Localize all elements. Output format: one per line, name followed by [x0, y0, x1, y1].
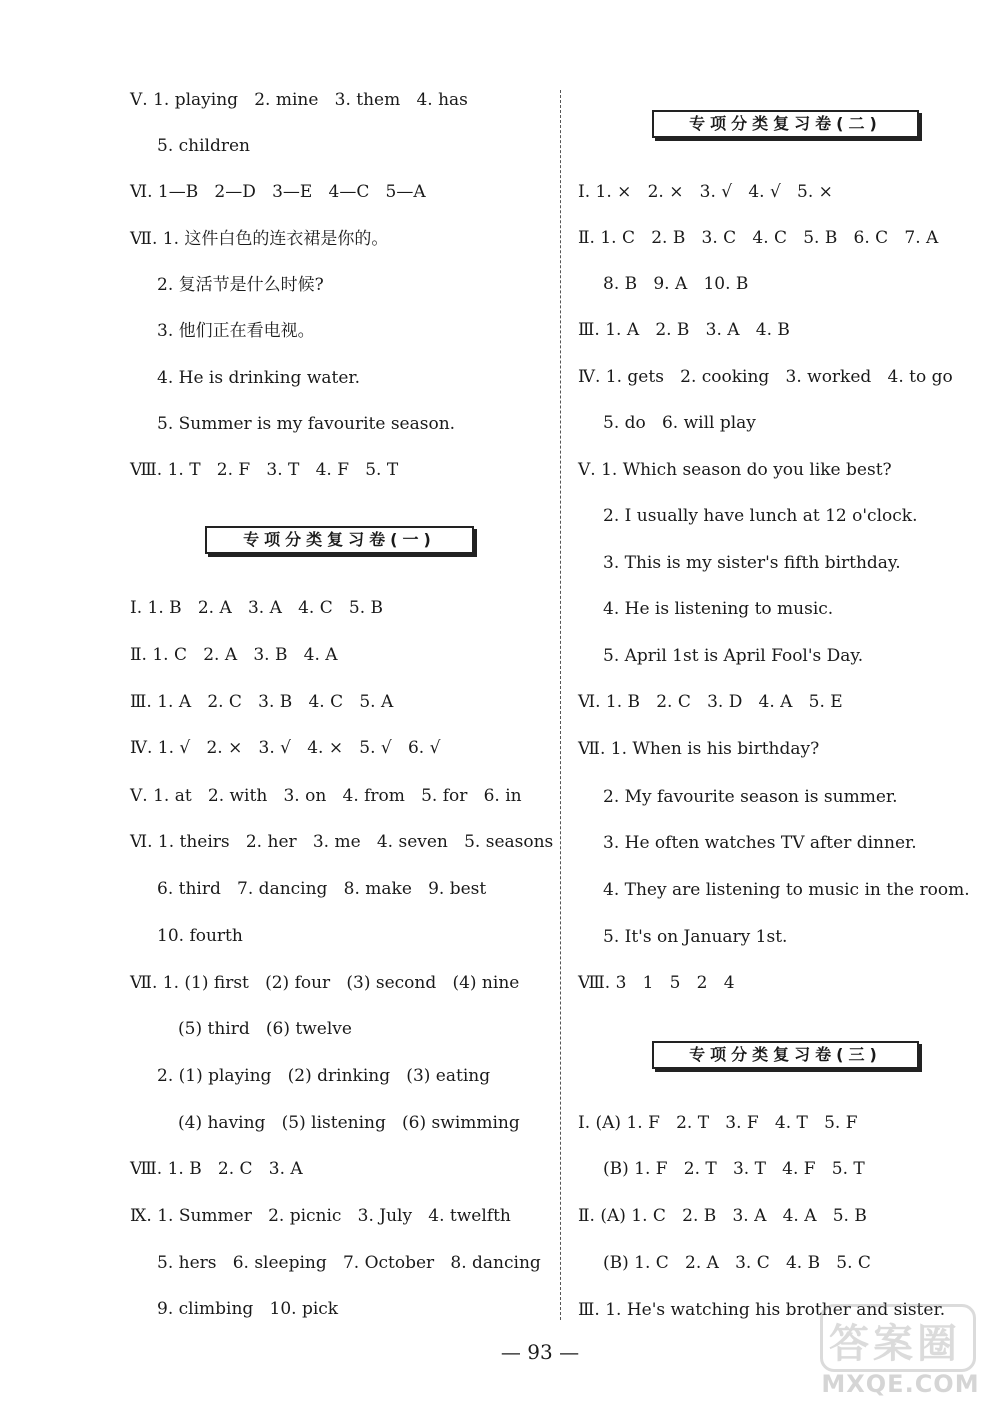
- answer-line: Ⅵ. 1—B 2—D 3—E 4—C 5—A: [130, 182, 426, 202]
- page-number: — 93 —: [500, 1340, 580, 1364]
- answer-line: 2. 复活节是什么时候?: [157, 275, 324, 295]
- answer-line: 5. do 6. will play: [603, 413, 756, 433]
- watermark-url-text: MXQE.COM: [821, 1370, 980, 1398]
- answer-line: Ⅷ. 1. T 2. F 3. T 4. F 5. T: [130, 460, 399, 480]
- answer-line: Ⅵ. 1. theirs 2. her 3. me 4. seven 5. seasons: [130, 832, 554, 852]
- watermark-cn-text: 答案圈: [829, 1320, 961, 1367]
- answer-line: 10. fourth: [157, 926, 243, 946]
- answer-line: Ⅷ. 3 1 5 2 4: [578, 973, 735, 993]
- answer-line: Ⅲ. 1. A 2. B 3. A 4. B: [578, 320, 790, 340]
- answer-line: Ⅷ. 1. B 2. C 3. A: [130, 1159, 303, 1179]
- answer-line: 5. children: [157, 136, 250, 156]
- answer-line: 3. 他们正在看电视。: [157, 321, 315, 341]
- answer-line: 5. April 1st is April Fool's Day.: [603, 646, 864, 666]
- answer-line: Ⅱ. 1. C 2. B 3. C 4. C 5. B 6. C 7. A: [578, 228, 939, 248]
- answer-line: (4) having (5) listening (6) swimming: [178, 1113, 520, 1133]
- answer-line: Ⅳ. 1. gets 2. cooking 3. worked 4. to go: [578, 367, 953, 387]
- answer-line: Ⅰ. 1. × 2. × 3. √ 4. √ 5. ×: [578, 182, 833, 202]
- answer-line: 4. He is drinking water.: [157, 368, 361, 388]
- answer-line: Ⅲ. 1. He's watching his brother and sister.: [578, 1300, 946, 1320]
- answer-line: Ⅴ. 1. at 2. with 3. on 4. from 5. for 6. in: [130, 786, 522, 806]
- answer-line: 4. He is listening to music.: [603, 599, 834, 619]
- answer-line: 2. I usually have lunch at 12 o'clock.: [603, 506, 918, 526]
- section-title-one: 专项分类复习卷(一): [205, 526, 474, 554]
- answer-line: Ⅰ. (A) 1. F 2. T 3. F 4. T 5. F: [578, 1113, 858, 1133]
- column-divider: [560, 90, 561, 1320]
- answer-line: 3. He often watches TV after dinner.: [603, 833, 917, 853]
- answer-line: Ⅸ. 1. Summer 2. picnic 3. July 4. twelfth: [130, 1206, 511, 1226]
- answer-line: (5) third (6) twelve: [178, 1019, 352, 1039]
- section-title-three: 专项分类复习卷(三): [652, 1041, 919, 1069]
- answer-line: Ⅶ. 1. (1) first (2) four (3) second (4) nine: [130, 973, 520, 993]
- answer-line: 5. It's on January 1st.: [603, 927, 788, 947]
- answer-line: Ⅲ. 1. A 2. C 3. B 4. C 5. A: [130, 692, 394, 712]
- answer-line: Ⅴ. 1. playing 2. mine 3. them 4. has: [130, 90, 468, 110]
- answer-line: Ⅶ. 1. 这件白色的连衣裙是你的。: [130, 229, 389, 249]
- answer-line: 5. Summer is my favourite season.: [157, 414, 456, 434]
- answer-line: 4. They are listening to music in the room.: [603, 880, 970, 900]
- answer-line: Ⅳ. 1. √ 2. × 3. √ 4. × 5. √ 6. √: [130, 738, 441, 758]
- answer-line: Ⅱ. 1. C 2. A 3. B 4. A: [130, 645, 338, 665]
- answer-line: 2. (1) playing (2) drinking (3) eating: [157, 1066, 491, 1086]
- answer-line: Ⅶ. 1. When is his birthday?: [578, 739, 820, 759]
- answer-line: 2. My favourite season is summer.: [603, 787, 898, 807]
- answer-line: 3. This is my sister's fifth birthday.: [603, 553, 901, 573]
- answer-line: Ⅴ. 1. Which season do you like best?: [578, 460, 892, 480]
- answer-line: (B) 1. F 2. T 3. T 4. F 5. T: [603, 1159, 865, 1179]
- answer-line: 8. B 9. A 10. B: [603, 274, 749, 294]
- section-title-two: 专项分类复习卷(二): [652, 110, 919, 138]
- answer-line: Ⅵ. 1. B 2. C 3. D 4. A 5. E: [578, 692, 843, 712]
- answer-line: 9. climbing 10. pick: [157, 1299, 339, 1319]
- answer-line: Ⅱ. (A) 1. C 2. B 3. A 4. A 5. B: [578, 1206, 867, 1226]
- answer-line: 5. hers 6. sleeping 7. October 8. dancing: [157, 1253, 541, 1273]
- answer-line: Ⅰ. 1. B 2. A 3. A 4. C 5. B: [130, 598, 384, 618]
- watermark-logo: [808, 1298, 993, 1408]
- answer-line: 6. third 7. dancing 8. make 9. best: [157, 879, 487, 899]
- answer-line: (B) 1. C 2. A 3. C 4. B 5. C: [603, 1253, 871, 1273]
